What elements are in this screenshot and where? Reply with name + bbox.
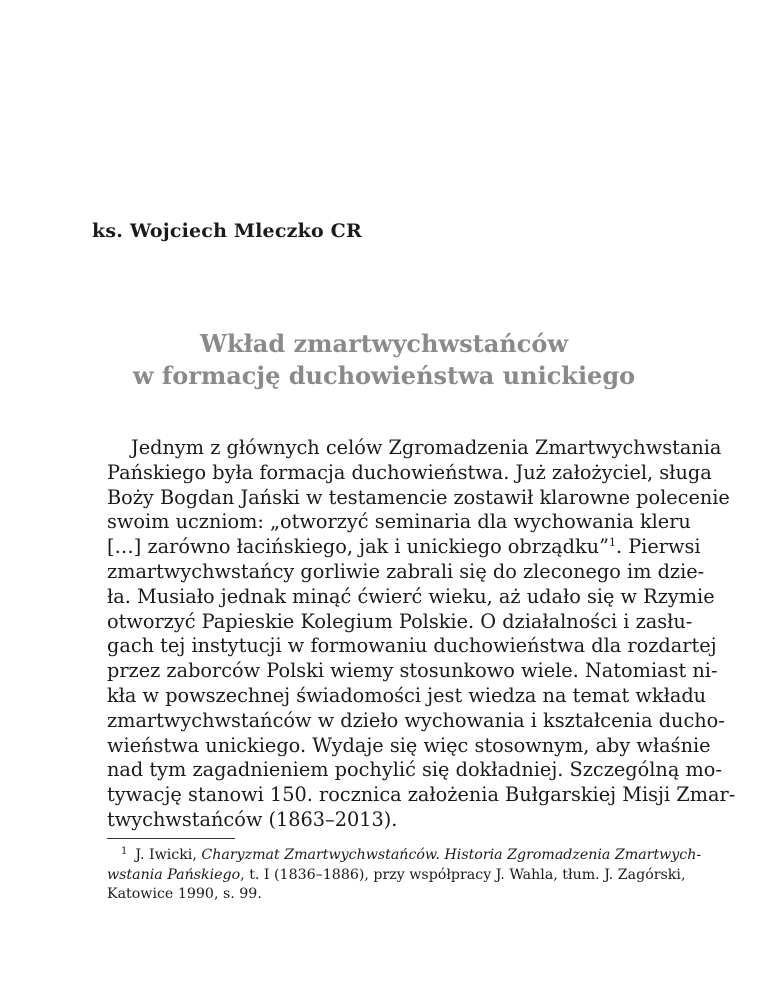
body-line: kła w powszechnej świadomości jest wiedza na temat wkładu bbox=[107, 683, 707, 707]
body-line: otworzyć Papieskie Kolegium Polskie. O działalności i zasłu- bbox=[107, 609, 693, 633]
body-line-text: […] zarówno łacińskiego, jak i unickiego obrządku” bbox=[107, 535, 609, 559]
title-line-2: w formację duchowieństwa unickiego bbox=[132, 361, 636, 390]
body-line-text: . Pierwsi bbox=[615, 535, 701, 559]
footnote-divider bbox=[107, 838, 235, 839]
footnote-title: Charyzmat Zmartwychwstańców. Historia Zgromadzenia Zmartwych- bbox=[201, 847, 702, 863]
body-line: Jednym z głównych celów Zgromadzenia Zmartwychwstania bbox=[131, 436, 722, 459]
body-line: Pańskiego była formacja duchowieństwa. Już założyciel, sługa bbox=[107, 460, 712, 484]
body-line: zmartwychwstańcy gorliwie zabrali się do zleconego im dzie- bbox=[107, 559, 705, 583]
footnote-author: J. Iwicki, bbox=[135, 847, 202, 863]
title-line-1: Wkład zmartwychwstańców bbox=[199, 329, 568, 358]
body-line: ła. Musiało jednak minąć ćwierć wieku, aż udało się w Rzymie bbox=[107, 584, 715, 608]
body-line: zmartwychwstańców w dzieło wychowania i kształcenia ducho- bbox=[107, 708, 725, 732]
article-title bbox=[90, 328, 678, 392]
footnote-number: 1 bbox=[121, 846, 128, 857]
footnote-details: , t. I (1836–1886), przy współpracy J. Wahla, tłum. J. Zagórski, bbox=[240, 866, 686, 883]
footnote bbox=[107, 846, 702, 905]
footnote-line bbox=[107, 866, 685, 886]
body-line: swoim uczniom: „otworzyć seminaria dla wychowania kleru bbox=[107, 510, 691, 534]
footnote-line: Katowice 1990, s. 99. bbox=[107, 886, 262, 902]
body-line: przez zaborców Polski wiemy stosunkowo wiele. Natomiast ni- bbox=[107, 659, 718, 683]
body-text bbox=[107, 436, 736, 833]
footnote-line bbox=[107, 846, 702, 866]
body-line: Boży Bogdan Jański w testamencie zostawił klarowne polecenie bbox=[107, 485, 730, 509]
footnote-reference[interactable]: 1 bbox=[608, 536, 616, 550]
author-name: ks. Wojciech Mleczko CR bbox=[92, 220, 362, 242]
body-line: gach tej instytucji w formowaniu duchowieństwa dla rozdartej bbox=[107, 634, 717, 658]
footnote-title-cont: wstania Pańskiego bbox=[107, 866, 241, 883]
body-line: tywację stanowi 150. rocznica założenia Bułgarskiej Misji Zmar- bbox=[107, 783, 736, 807]
body-line-with-footnote bbox=[107, 535, 701, 560]
body-line: wieństwa unickiego. Wydaje się więc stosownym, aby właśnie bbox=[107, 733, 711, 757]
body-line: twychwstańców (1863–2013). bbox=[107, 807, 398, 831]
body-line: nad tym zagadnieniem pochylić się dokładniej. Szczególną mo- bbox=[107, 758, 722, 782]
